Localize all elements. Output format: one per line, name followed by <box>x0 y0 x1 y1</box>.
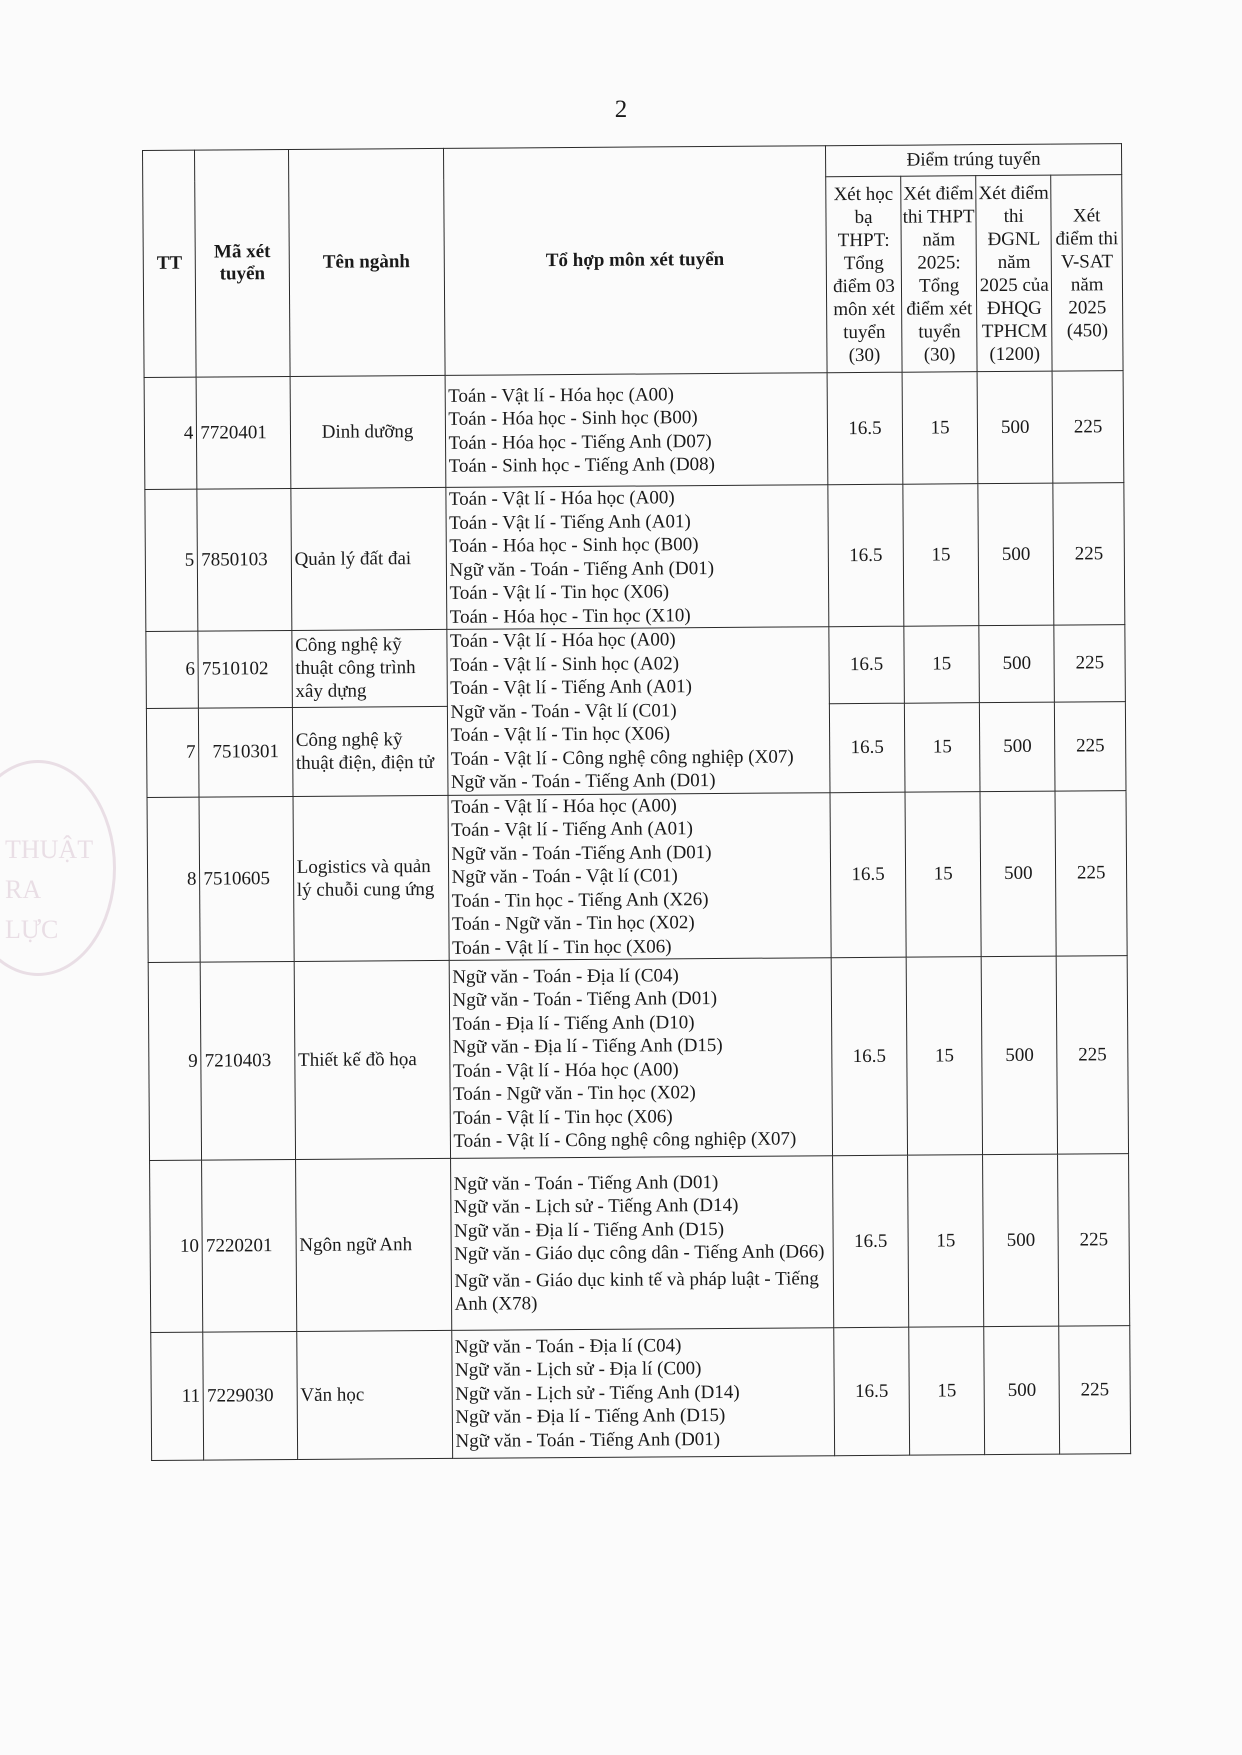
shared-combos-cell: Toán - Vật lí - Hóa học (A00) Toán - Vật lí - Sinh học (A02) Toán - Vật lí - Tiếng Anh (A01) Ngữ văn - Toán - Vật lí (C01) Toán - Vật lí - Tin học (X06) Toán - Vật lí - Công nghệ công nghiệp (X07) Ngữ văn - Toán - Tiếng Anh (D01) <box>446 627 830 795</box>
header-tt: TT <box>143 150 197 377</box>
table-row <box>147 790 1127 962</box>
row-code: 7510605 <box>199 796 293 962</box>
score-thpt: 15 <box>909 1327 985 1456</box>
row-tt: 6 <box>146 631 199 708</box>
row-combos: Ngữ văn - Toán - Địa lí (C04) Ngữ văn - Toán - Tiếng Anh (D01) Toán - Địa lí - Tiếng Anh (D10) Ngữ văn - Địa lí - Tiếng Anh (D15) Toán - Vật lí - Hóa học (A00) Toán - Ngữ văn - Tin học (X02) Toán - Vật lí - Tin học (X06) Toán - Vật lí - Công nghệ công nghiệp (X07) <box>449 958 833 1159</box>
score-thpt: 15 <box>904 626 980 703</box>
score-thpt: 15 <box>904 702 980 791</box>
score-hocba: 16.5 <box>831 957 908 1156</box>
score-hocba: 16.5 <box>828 484 904 627</box>
header-score-hocba: Xét học bạ THPT: Tổng điểm 03 môn xét tuyển (30) <box>826 176 902 373</box>
score-dgnl: 500 <box>980 702 1056 791</box>
admission-scores-table <box>142 143 1131 1461</box>
row-code: 7720401 <box>196 376 290 489</box>
table-row <box>148 956 1128 1161</box>
row-tt: 10 <box>150 1160 204 1332</box>
score-hocba: 16.5 <box>829 703 905 792</box>
row-code: 7229030 <box>203 1331 297 1460</box>
table-row <box>150 1154 1130 1333</box>
page-number: 2 <box>614 96 628 123</box>
row-name: Văn học <box>296 1330 452 1459</box>
score-hocba: 16.5 <box>827 372 903 485</box>
row-tt: 9 <box>148 962 202 1160</box>
score-vsat: 225 <box>1052 371 1123 483</box>
row-tt: 11 <box>151 1332 204 1460</box>
row-code: 7510102 <box>198 630 292 707</box>
score-thpt: 15 <box>902 372 978 485</box>
score-hocba: 16.5 <box>833 1155 909 1328</box>
header-score-dgnl: Xét điểm thi ĐGNL năm 2025 của ĐHQG TPHCM (1200) <box>976 175 1052 372</box>
row-name: Quản lý đất đai <box>291 487 447 630</box>
row-combos: Toán - Vật lí - Hóa học (A00) Toán - Vật lí - Tiếng Anh (A01) Ngữ văn - Toán -Tiếng Anh (D01) Ngữ văn - Toán - Vật lí (C01) Toán - Tin học - Tiếng Anh (X26) Toán - Ngữ văn - Tin học (X02) Toán - Vật lí - Tin học (X06) <box>448 792 832 960</box>
row-tt: 8 <box>147 797 201 963</box>
row-name: Ngôn ngữ Anh <box>295 1158 451 1331</box>
score-vsat: 225 <box>1055 701 1126 790</box>
row-code: 7850103 <box>197 488 291 631</box>
header-score-thpt: Xét điểm thi THPT năm 2025: Tổng điểm xét tuyển (30) <box>901 176 977 373</box>
score-hocba: 16.5 <box>830 792 906 958</box>
score-dgnl: 500 <box>983 1154 1059 1327</box>
row-combos: Ngữ văn - Toán - Tiếng Anh (D01) Ngữ văn - Lịch sử - Tiếng Anh (D14) Ngữ văn - Địa lí - Tiếng Anh (D15) Ngữ văn - Giáo dục công dân - Tiếng Anh (D66) Ngữ văn - Giáo dục kinh tế và pháp luật - Tiếng Anh (X78) <box>450 1156 834 1331</box>
score-hocba: 16.5 <box>834 1327 910 1456</box>
row-name: Thiết kế đồ họa <box>294 960 450 1159</box>
table-row <box>144 371 1124 490</box>
score-vsat: 225 <box>1053 483 1125 625</box>
row-combos: Ngữ văn - Toán - Địa lí (C04) Ngữ văn - Lịch sử - Địa lí (C00) Ngữ văn - Lịch sử - Tiếng Anh (D14) Ngữ văn - Địa lí - Tiếng Anh (D15) Ngữ văn - Toán - Tiếng Anh (D01) <box>451 1328 834 1459</box>
row-name: Dinh dưỡng <box>290 375 446 488</box>
faded-stamp-text: THUẬT RA LỰC <box>5 835 94 944</box>
header-score-vsat: Xét điểm thi V-SAT năm 2025 (450) <box>1051 175 1123 371</box>
table-row <box>151 1326 1131 1461</box>
score-dgnl: 500 <box>979 625 1055 702</box>
row-tt: 4 <box>144 377 197 489</box>
row-tt: 5 <box>145 489 198 631</box>
table-row <box>145 483 1125 632</box>
header-code: Mã xét tuyển <box>195 149 290 377</box>
header-combos: Tổ hợp môn xét tuyển <box>443 146 827 376</box>
row-code: 7210403 <box>201 961 296 1160</box>
table-row <box>146 625 1126 709</box>
header-name: Tên ngành <box>288 148 444 376</box>
score-dgnl: 500 <box>981 956 1058 1155</box>
header-score-group: Điểm trúng tuyển <box>825 144 1121 177</box>
row-combos: Toán - Vật lí - Hóa học (A00) Toán - Vật lí - Tiếng Anh (A01) Toán - Hóa học - Sinh học (B00) Ngữ văn - Toán - Tiếng Anh (D01) Toán - Vật lí - Tin học (X06) Toán - Hóa học - Tin học (X10) <box>445 485 828 630</box>
row-name: Logistics và quản lý chuỗi cung ứng <box>293 795 449 962</box>
score-dgnl: 500 <box>978 483 1054 626</box>
row-code: 7510301 <box>199 707 293 796</box>
score-dgnl: 500 <box>977 371 1053 484</box>
score-thpt: 15 <box>905 791 981 957</box>
score-dgnl: 500 <box>984 1326 1060 1455</box>
score-thpt: 15 <box>903 484 979 627</box>
score-hocba: 16.5 <box>829 626 905 703</box>
score-vsat: 225 <box>1054 625 1125 702</box>
score-dgnl: 500 <box>980 791 1056 957</box>
row-tt: 7 <box>146 708 199 797</box>
row-combos: Toán - Vật lí - Hóa học (A00) Toán - Hóa học - Sinh học (B00) Toán - Hóa học - Tiếng Anh (D07) Toán - Sinh học - Tiếng Anh (D08) <box>445 373 828 488</box>
score-thpt: 15 <box>908 1155 984 1328</box>
score-thpt: 15 <box>906 957 983 1156</box>
score-vsat: 225 <box>1055 790 1127 956</box>
row-name: Công nghệ kỹ thuật điện, điện tử <box>292 706 447 796</box>
row-name: Công nghệ kỹ thuật công trình xây dựng <box>292 629 447 707</box>
score-vsat: 225 <box>1056 956 1128 1154</box>
score-vsat: 225 <box>1058 1154 1130 1326</box>
row-code: 7220201 <box>202 1159 297 1332</box>
score-vsat: 225 <box>1059 1326 1131 1454</box>
